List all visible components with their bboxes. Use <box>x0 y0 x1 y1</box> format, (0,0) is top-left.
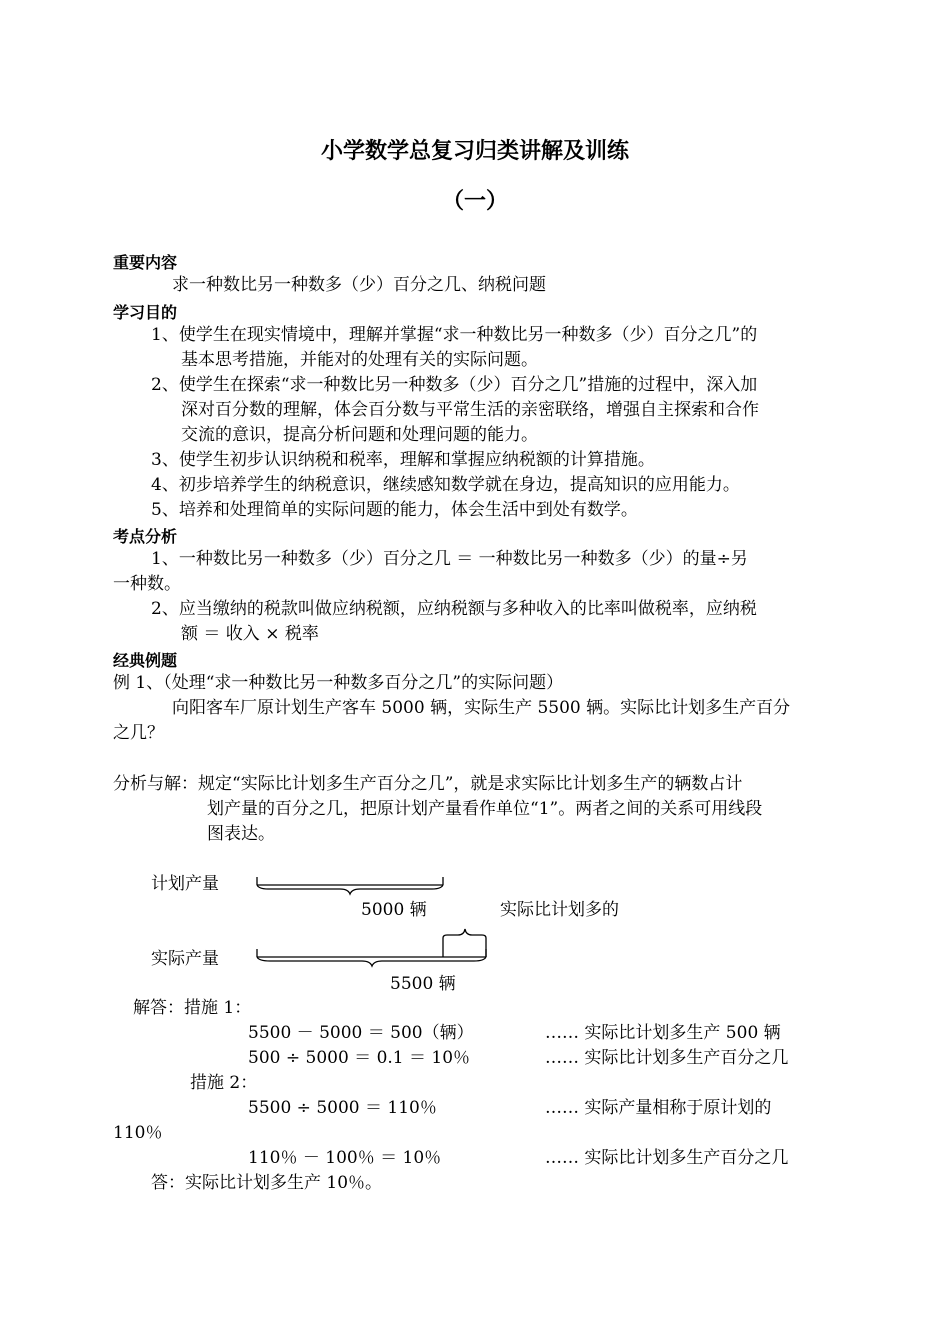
analysis-1-line-2: 一种数。 <box>113 574 181 594</box>
actual-brace <box>257 957 486 966</box>
objective-3: 3、使学生初步认识纳税和税率，理解和掌握应纳税额的计算措施。 <box>151 450 655 470</box>
method-2-line-2: 110％ － 100％ ＝ 10％ <box>248 1148 442 1168</box>
objective-1-line-1: 1、使学生在现实情境中，理解并掌握“求一种数比另一种数多（少）百分之几”的 <box>151 325 758 345</box>
analysis-solution-line-1: 分析与解：规定“实际比计划多生产百分之几”，就是求实际比计划多生产的辆数占计 <box>113 774 743 794</box>
heading-analysis: 考点分析 <box>113 527 178 546</box>
method-2-line-1-wrap: 110％ <box>113 1123 163 1143</box>
example-1-label: 例 1、（处理“求一种数比另一种数多百分之几”的实际问题） <box>113 673 564 693</box>
final-answer: 答：实际比计划多生产 10％。 <box>151 1173 383 1193</box>
page-title: 小学数学总复习归类讲解及训练 <box>320 139 629 164</box>
method-2-line-1-note: …… 实际产量相称于原计划的 <box>545 1098 772 1118</box>
key-content-text: 求一种数比另一种数多（少）百分之几、纳税问题 <box>172 275 546 295</box>
method-2-line-1: 5500 ÷ 5000 ＝ 110％ <box>248 1098 437 1118</box>
objective-1-line-2: 基本思考措施，并能对的处理有关的实际问题。 <box>181 350 538 370</box>
method-1-line-1-note: …… 实际比计划多生产 500 辆 <box>545 1023 781 1043</box>
example-1-problem-line-1: 向阳客车厂原计划生产客车 5000 辆，实际生产 5500 辆。实际比计划多生产百分 <box>172 698 791 718</box>
diagram-lines <box>0 860 950 1000</box>
segment-diagram <box>0 860 950 1000</box>
objective-2-line-2: 深对百分数的理解，体会百分数与平常生活的亲密联络，增强自主探索和合作 <box>181 400 759 420</box>
answer-method-1-label: 解答：措施 1： <box>133 998 252 1018</box>
actual-segment <box>257 949 486 966</box>
analysis-2-line-1: 2、应当缴纳的税款叫做应纳税额，应纳税额与多种收入的比率叫做税率，应纳税 <box>151 599 757 619</box>
analysis-1-line-1: 1、一种数比另一种数多（少）百分之几 ＝ 一种数比另一种数多（少）的量÷另 <box>151 549 748 569</box>
method-2-line-2-note: …… 实际比计划多生产百分之几 <box>545 1148 789 1168</box>
objective-2-line-1: 2、使学生在探索“求一种数比另一种数多（少）百分之几”措施的过程中，深入加 <box>151 375 758 395</box>
objective-4: 4、初步培养学生的纳税意识，继续感知数学就在身边，提高知识的应用能力。 <box>151 475 740 495</box>
page-subtitle: （一） <box>441 189 508 214</box>
heading-examples: 经典例题 <box>113 651 178 670</box>
objective-5: 5、培养和处理简单的实际问题的能力，体会生活中到处有数学。 <box>151 500 638 520</box>
objective-2-line-3: 交流的意识，提高分析问题和处理问题的能力。 <box>181 425 538 445</box>
analysis-solution-line-2: 划产量的百分之几，把原计划产量看作单位“1”。两者之间的关系可用线段 <box>207 799 763 819</box>
planned-label: 计划产量 <box>151 874 219 894</box>
extra-label: 实际比计划多的 <box>500 900 619 920</box>
actual-value: 5500 辆 <box>390 974 456 994</box>
extra-brace <box>443 929 486 957</box>
example-1-problem-line-2: 之几？ <box>113 723 164 743</box>
planned-brace <box>257 885 443 894</box>
planned-value: 5000 辆 <box>361 900 427 920</box>
analysis-2-line-2: 额 ＝ 收入 × 税率 <box>181 624 319 644</box>
extra-segment <box>443 929 486 957</box>
analysis-solution-line-3: 图表达。 <box>207 824 275 844</box>
heading-objectives: 学习目的 <box>113 303 178 322</box>
heading-key-content: 重要内容 <box>113 253 178 272</box>
method-1-line-2: 500 ÷ 5000 ＝ 0.1 ＝ 10％ <box>248 1048 471 1068</box>
method-2-label: 措施 2： <box>190 1073 258 1093</box>
method-1-line-2-note: …… 实际比计划多生产百分之几 <box>545 1048 789 1068</box>
actual-label: 实际产量 <box>151 949 219 969</box>
method-1-line-1: 5500 － 5000 ＝ 500（辆） <box>248 1023 474 1043</box>
planned-segment <box>257 877 443 894</box>
